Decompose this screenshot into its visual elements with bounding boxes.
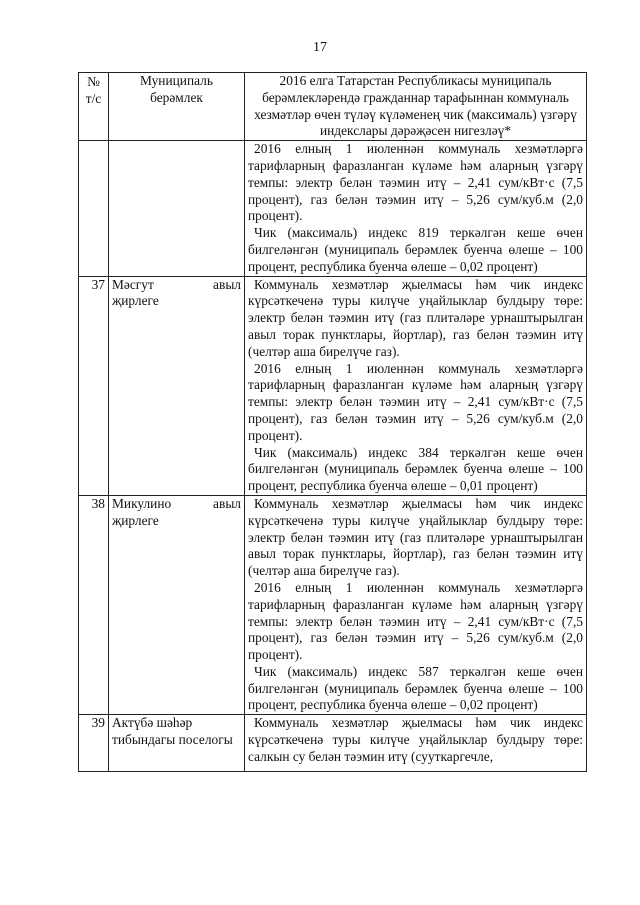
paragraph: Чик (максималь) индекс 587 теркәлгән кеше өчен билгеләнгән (муниципаль берәмлек буенча өлеше – 100 процент, республика буенча өлеше – 0,02 процент) [248, 663, 583, 713]
header-description: 2016 елга Татарстан Республикасы муниципаль берәмлекләрендә гражданнар тарафыннан коммуналь хезмәтләр өчен түләү күләменең чик (максималь) үзгәрү индекслары дәрәҗәсен нигезләү* [245, 73, 587, 141]
page-number: 17 [313, 40, 327, 55]
row-municipality [109, 715, 245, 772]
paragraph: Коммуналь хезмәтләр җыелмасы һәм чик индекс күрсәткеченә туры килүче уңайлыклар булдыру төре: салкын су белән тәэмин итү (сууткаргечле, [248, 715, 583, 764]
paragraph: 2016 елның 1 июленнән коммуналь хезмәтләргә тарифларның фаразланган күләме һәм аларның үзгәрү темпы: электр белән тәэмин итү – 2,41 сум/кВт·с (7,5 процент), газ белән тәэмин итү – 5,26 сум/куб.м (2,0 процент). [248, 141, 583, 224]
index-table [78, 72, 587, 772]
table-row [79, 715, 587, 772]
row-municipality [109, 141, 245, 276]
paragraph: Коммуналь хезмәтләр җыелмасы һәм чик индекс күрсәткеченә туры килүче уңайлыклар булдыру төре: электр белән тәэмин итү (газ плитәләре урнаштырылган авыл торак пунктлары, йортлар), газ белән тәэмин итү (челтәр аша бирелүче газ). [248, 495, 583, 579]
paragraph: Чик (максималь) индекс 384 теркәлгән кеше өчен билгеләнгән (муниципаль берәмлек буенча өлеше – 100 процент, республика буенча өлеше – 0,01 процент) [248, 444, 583, 494]
municipality-type: авыл [213, 276, 241, 292]
table-row [79, 495, 587, 714]
paragraph: Коммуналь хезмәтләр җыелмасы һәм чик индекс күрсәткеченә туры килүче уңайлыклар булдыру төре: электр белән тәэмин итү (газ плитәләре урнаштырылган авыл торак пунктлары, йортлар), газ белән тәэмин итү (челтәр аша бирелүче газ). [248, 276, 583, 359]
municipality-name: Актүбә шәһәр [112, 715, 193, 731]
header-municipality: Муниципаль берәмлек [109, 73, 245, 141]
municipality-type: авыл [213, 495, 241, 511]
paragraph: Чик (максималь) индекс 819 теркәлгән кеше өчен билгеләнгән (муниципаль берәмлек буенча өлеше – 100 процент, республика буенча өлеше – 0,02 процент) [248, 225, 583, 274]
municipality-name: Мәсгут [112, 276, 154, 292]
row-description [245, 495, 587, 714]
row-num: 39 [79, 715, 109, 772]
row-municipality [109, 276, 245, 495]
municipality-name: Микулино [112, 495, 172, 511]
municipality-type-line2: җирлеге [112, 293, 159, 309]
municipality-type-line2: тибындагы поселогы [112, 732, 233, 748]
row-description [245, 715, 587, 772]
row-municipality [109, 495, 245, 714]
row-description [245, 141, 587, 276]
table-header-row [79, 73, 587, 141]
row-num: 38 [79, 495, 109, 714]
paragraph: 2016 елның 1 июленнән коммуналь хезмәтләргә тарифларның фаразланган күләме һәм аларның үзгәрү темпы: электр белән тәэмин итү – 2,41 сум/кВт·с (7,5 процент), газ белән тәэмин итү – 5,26 сум/куб.м (2,0 процент). [248, 579, 583, 663]
municipality-type-line2: җирлеге [112, 512, 159, 528]
table-row [79, 141, 587, 276]
row-num [79, 141, 109, 276]
header-num: № т/с [79, 73, 109, 141]
row-num: 37 [79, 276, 109, 495]
table-row [79, 276, 587, 495]
row-description [245, 276, 587, 495]
paragraph: 2016 елның 1 июленнән коммуналь хезмәтләргә тарифларның фаразланган күләме һәм аларның үзгәрү темпы: электр белән тәэмин итү – 2,41 сум/кВт·с (7,5 процент), газ белән тәэмин итү – 5,26 сум/куб.м (2,0 процент). [248, 360, 583, 443]
